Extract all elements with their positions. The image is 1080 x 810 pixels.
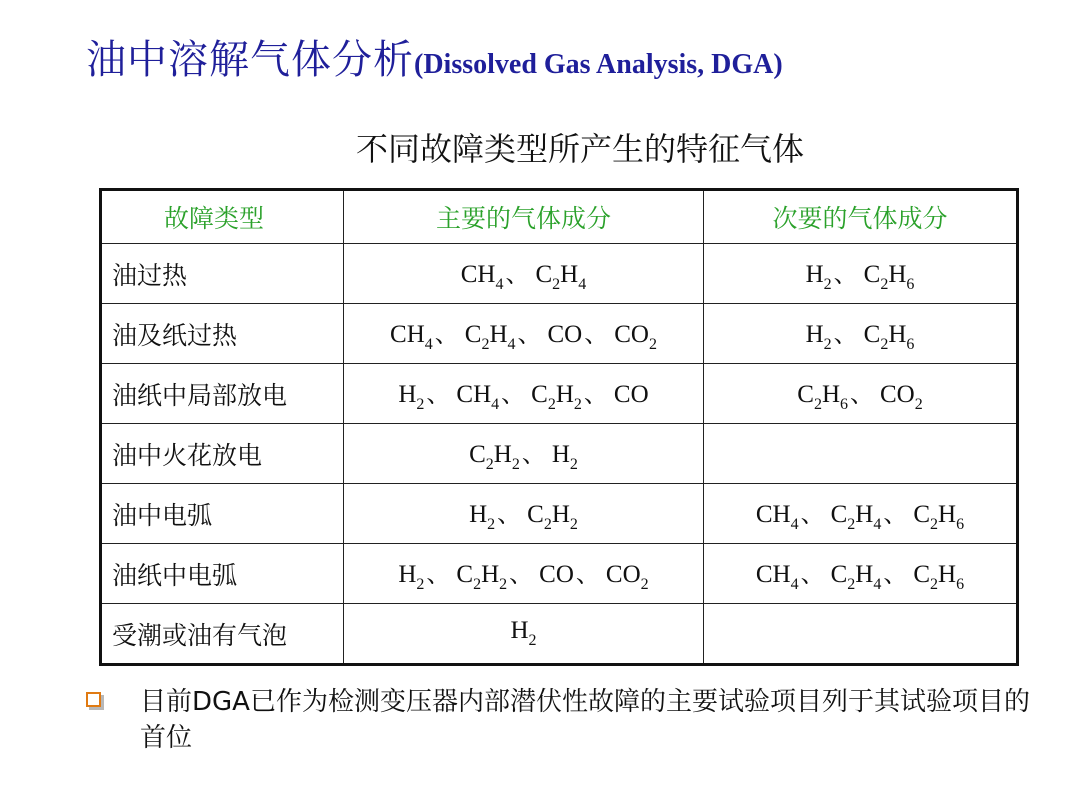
gas-separator: 、 bbox=[426, 379, 451, 408]
gas-separator: 、 bbox=[575, 559, 600, 588]
gas-formula: $C_2H_6$ bbox=[797, 380, 848, 413]
gas-separator: 、 bbox=[850, 379, 874, 408]
primary-gases-cell bbox=[344, 544, 704, 604]
secondary-gases-cell bbox=[704, 304, 1018, 364]
gas-separator: 、 bbox=[509, 559, 534, 588]
fault-type-cell: 油纸中局部放电 bbox=[101, 364, 344, 424]
gas-formula: $C_2H_4$ bbox=[535, 260, 587, 293]
gas-separator: 、 bbox=[883, 559, 908, 588]
gas-formula: $CH_4$ bbox=[390, 320, 433, 353]
table-row bbox=[101, 424, 1018, 484]
gas-formula: $CH_4$ bbox=[456, 380, 500, 413]
primary-gases-cell bbox=[344, 304, 704, 364]
gas-formula: $C_2H_6$ bbox=[913, 560, 965, 593]
gas-separator: 、 bbox=[521, 439, 546, 468]
gas-formula: $CO_2$ bbox=[605, 560, 649, 593]
gas-separator: 、 bbox=[497, 499, 522, 528]
secondary-gases-cell bbox=[704, 364, 1018, 424]
primary-gases-cell bbox=[344, 364, 704, 424]
fault-type-cell: 油过热 bbox=[101, 244, 344, 304]
gas-formula: $C_2H_4$ bbox=[830, 560, 882, 593]
primary-gases-cell bbox=[344, 604, 704, 665]
gas-formula: CO bbox=[539, 560, 574, 588]
gas-formula: $H_2$ bbox=[805, 260, 832, 293]
gas-separator: 、 bbox=[434, 319, 459, 348]
table-row bbox=[101, 544, 1018, 604]
gas-separator: 、 bbox=[800, 499, 825, 528]
gas-formula: $C_2H_4$ bbox=[830, 500, 882, 533]
gas-separator: 、 bbox=[517, 319, 542, 348]
gas-formula: $CO_2$ bbox=[614, 320, 657, 353]
table-header-row bbox=[101, 190, 1018, 244]
gas-formula: $H_2$ bbox=[398, 560, 425, 593]
footnote-text: 目前DGA已作为检测变压器内部潜伏性故障的主要试验项目列于其试验项目的首位 bbox=[140, 687, 1030, 753]
table-row bbox=[101, 304, 1018, 364]
square-bullet-icon bbox=[86, 692, 101, 707]
title-english: (Dissolved Gas Analysis, DGA) bbox=[414, 49, 783, 80]
header-fault-type: 故障类型 bbox=[101, 190, 344, 244]
gas-formula: $CO_2$ bbox=[880, 380, 923, 413]
gas-formula: $C_2H_6$ bbox=[863, 260, 915, 293]
gas-formula: $C_2H_2$ bbox=[531, 380, 582, 413]
fault-type-cell: 油中电弧 bbox=[101, 484, 344, 544]
fault-type-cell: 受潮或油有气泡 bbox=[101, 604, 344, 665]
fault-type-cell: 油纸中电弧 bbox=[101, 544, 344, 604]
gas-formula: $C_2H_6$ bbox=[913, 500, 965, 533]
gas-separator: 、 bbox=[833, 319, 858, 348]
table-row bbox=[101, 604, 1018, 665]
gas-formula: $H_2$ bbox=[805, 320, 832, 353]
gas-separator: 、 bbox=[800, 559, 825, 588]
gas-formula: $CH_4$ bbox=[755, 560, 799, 593]
gas-formula: $C_2H_2$ bbox=[527, 500, 578, 533]
gas-separator: 、 bbox=[883, 499, 908, 528]
page-title bbox=[86, 28, 783, 88]
table-row bbox=[101, 364, 1018, 424]
gas-separator: 、 bbox=[426, 559, 451, 588]
secondary-gases-cell bbox=[704, 244, 1018, 304]
gas-formula: CO bbox=[613, 380, 649, 408]
gas-separator: 、 bbox=[501, 379, 526, 408]
secondary-gases-cell bbox=[704, 544, 1018, 604]
primary-gases-cell bbox=[344, 424, 704, 484]
gas-formula: CO bbox=[547, 320, 583, 348]
secondary-gases-cell bbox=[704, 424, 1018, 484]
secondary-gases-cell bbox=[704, 484, 1018, 544]
fault-gas-table bbox=[99, 188, 1019, 666]
gas-separator: 、 bbox=[505, 259, 530, 288]
fault-type-cell: 油中火花放电 bbox=[101, 424, 344, 484]
secondary-gases-cell bbox=[704, 604, 1018, 665]
gas-formula: $C_2H_6$ bbox=[863, 320, 915, 353]
primary-gases-cell bbox=[344, 244, 704, 304]
header-primary-gases: 主要的气体成分 bbox=[344, 190, 704, 244]
gas-separator: 、 bbox=[583, 379, 608, 408]
table-row bbox=[101, 484, 1018, 544]
gas-formula: $C_2H_2$ bbox=[456, 560, 508, 593]
fault-type-cell: 油及纸过热 bbox=[101, 304, 344, 364]
footnote bbox=[86, 684, 1046, 756]
gas-formula: $CH_4$ bbox=[460, 260, 504, 293]
gas-formula: $H_2$ bbox=[551, 440, 578, 473]
gas-formula: $H_2$ bbox=[398, 380, 425, 413]
gas-separator: 、 bbox=[833, 259, 858, 288]
gas-separator: 、 bbox=[584, 319, 609, 348]
gas-formula: $C_2H_2$ bbox=[469, 440, 520, 473]
header-secondary-gases: 次要的气体成分 bbox=[704, 190, 1018, 244]
gas-formula: $H_2$ bbox=[510, 617, 537, 649]
primary-gases-cell bbox=[344, 484, 704, 544]
table-row bbox=[101, 244, 1018, 304]
gas-formula: $H_2$ bbox=[469, 500, 496, 533]
table-caption: 不同故障类型所产生的特征气体 bbox=[355, 130, 804, 168]
title-chinese: 油中溶解气体分析 bbox=[86, 37, 414, 83]
gas-formula: $C_2H_4$ bbox=[464, 320, 516, 353]
gas-formula: $CH_4$ bbox=[755, 500, 799, 533]
